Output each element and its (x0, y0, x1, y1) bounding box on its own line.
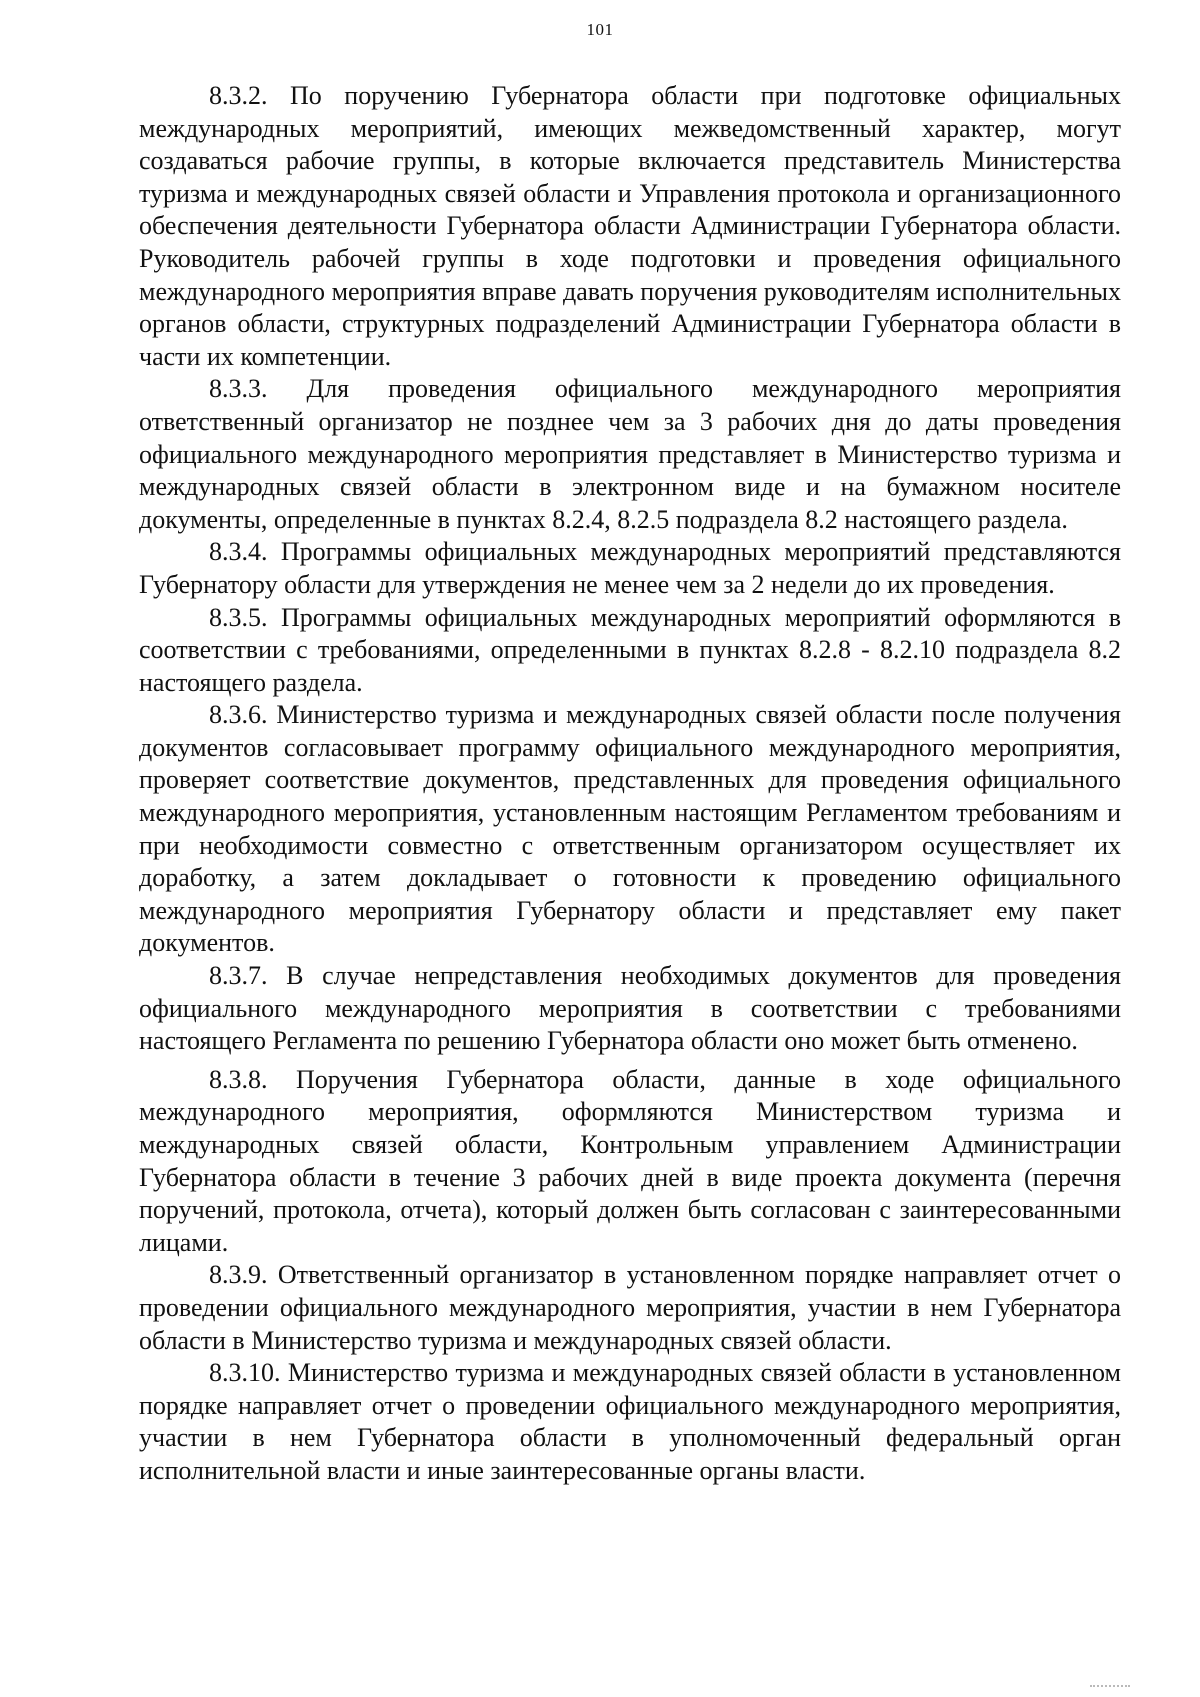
paragraph-8-3-7: 8.3.7. В случае непредставления необходимых документов для проведения официального международного мероприятия в соответствии с требованиями настоящего Регламента по решению Губернатора области оно может быть отменено. (139, 961, 1121, 1056)
paragraph-8-3-3: 8.3.3. Для проведения официального международного мероприятия ответственный организатор не позднее чем за 3 рабочих дня до даты проведения официального международного мероприятия представляет в Министерство туризма и международных связей области в электронном виде и на бумажном носителе документы, определенные в пунктах 8.2.4, 8.2.5 подраздела 8.2 настоящего раздела. (139, 374, 1121, 534)
paragraph-8-3-8: 8.3.8. Поручения Губернатора области, данные в ходе официального международного мероприятия, оформляются Министерством туризма и международных связей области, Контрольным управлением Администрации Губернатора области в течение 3 рабочих дней в виде проекта документа (перечня поручений, протокола, отчета), который должен быть согласован с заинтересованными лицами. (139, 1064, 1121, 1257)
paragraph-8-3-4: 8.3.4. Программы официальных международных мероприятий представляются Губернатору области для утверждения не менее чем за 2 недели до их проведения. (139, 537, 1121, 599)
document-body (139, 80, 1121, 1488)
paragraph-8-3-10: 8.3.10. Министерство туризма и международных связей области в установленном порядке направляет отчет о проведении официального международного мероприятия, участии в нем Губернатора области в уполномоченный федеральный орган исполнительной власти и иные заинтересованные органы власти. (139, 1358, 1121, 1485)
page-number: 101 (586, 20, 614, 39)
paragraph-8-3-6: 8.3.6. Министерство туризма и международных связей области после получения документов согласовывает программу официального международного мероприятия, проверяет соответствие документов, представленных для проведения официального международного мероприятия, установленным настоящим Регламентом требованиям и при необходимости совместно с ответственным организатором осуществляет их доработку, а затем докладывает о готовности к проведению официального международного мероприятия Губернатору области и представляет ему пакет документов. (139, 700, 1121, 958)
paragraph-8-3-5: 8.3.5. Программы официальных международных мероприятий оформляются в соответствии с требованиями, определенными в пунктах 8.2.8 - 8.2.10 подраздела 8.2 настоящего раздела. (139, 602, 1121, 697)
paragraph-8-3-2: 8.3.2. По поручению Губернатора области при подготовке официальных международных мероприятий, имеющих межведомственный характер, могут создаваться рабочие группы, в которые включается представитель Министерства туризма и международных связей области и Управления протокола и организационного обеспечения деятельности Губернатора области Администрации Губернатора области. Руководитель рабочей группы в ходе подготовки и проведения официального международного мероприятия вправе давать поручения руководителям исполнительных органов области, структурных подразделений Администрации Губернатора области в части их компетенции. (139, 81, 1121, 371)
scan-artifact (1090, 1685, 1130, 1691)
paragraph-8-3-9: 8.3.9. Ответственный организатор в установленном порядке направляет отчет о проведении официального международного мероприятия, участии в нем Губернатора области в Министерство туризма и международных связей области. (139, 1260, 1121, 1355)
